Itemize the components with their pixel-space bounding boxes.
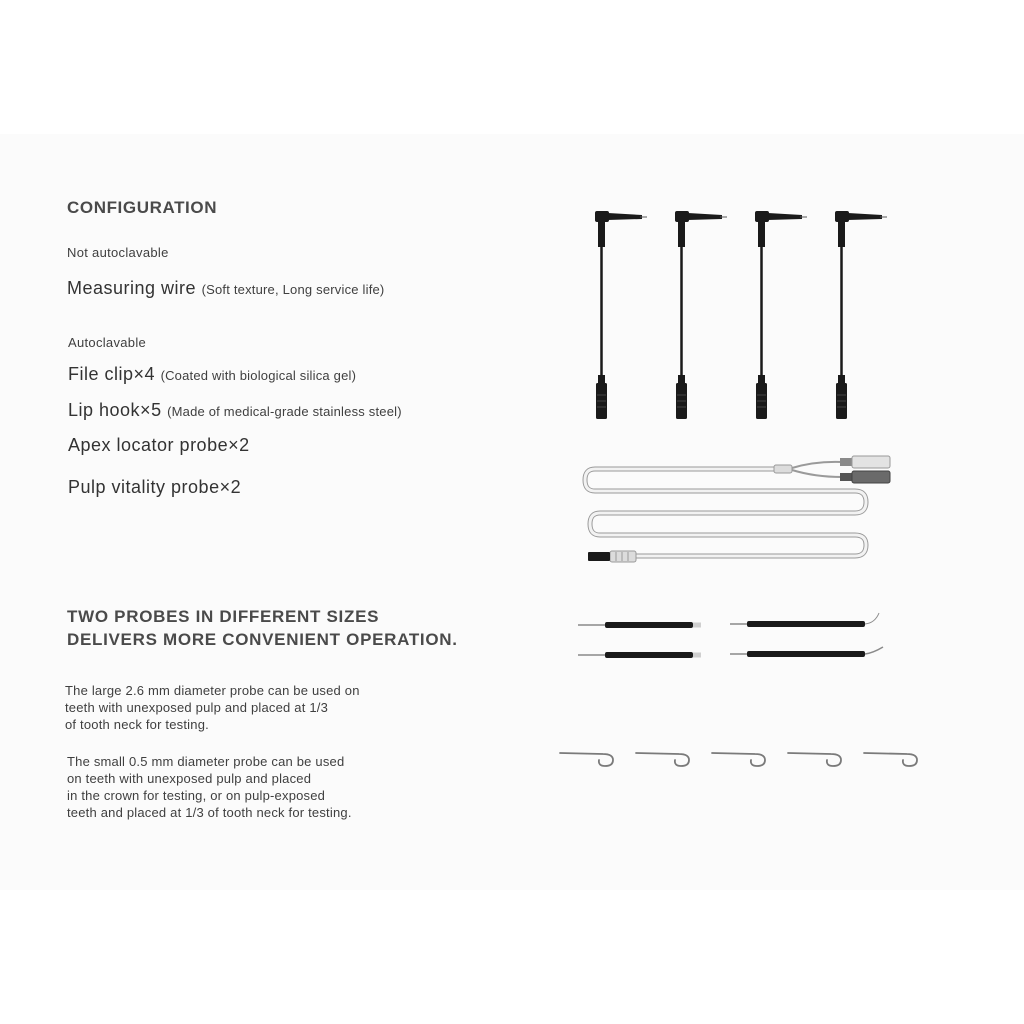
large-probe [578, 622, 701, 628]
lip-hooks-image [557, 745, 927, 775]
large-desc-line: teeth with unexposed pulp and placed at 1/3 [65, 700, 329, 715]
apex-locator-probe-item [68, 435, 250, 456]
large-desc-line: of tooth neck for testing. [65, 717, 209, 732]
pulp-vitality-probe-name: Pulp vitality probe×2 [68, 477, 242, 497]
measuring-wire-item [67, 278, 384, 299]
measuring-wire-name: Measuring wire [67, 278, 197, 298]
file-clip [675, 211, 727, 419]
file-clip [835, 211, 887, 419]
small-desc-line: The small 0.5 mm diameter probe can be used [67, 754, 345, 769]
lip-hook-note: (Made of medical-grade stainless steel) [167, 404, 402, 419]
small-desc-line: teeth and placed at 1/3 of tooth neck for testing. [67, 805, 352, 820]
lip-hook-name: Lip hook×5 [68, 400, 162, 420]
probes-headline [67, 605, 458, 651]
autoclavable-label: Autoclavable [68, 335, 147, 350]
small-desc-line: in the crown for testing, or on pulp-exposed [67, 788, 326, 803]
lip-hook [636, 753, 689, 766]
file-clip-item [68, 364, 356, 385]
small-probe-description [67, 753, 352, 821]
measuring-wire-image [580, 455, 920, 565]
file-clip-note: (Coated with biological silica gel) [160, 368, 357, 383]
large-probe-description [65, 682, 360, 733]
file-clip [755, 211, 807, 419]
small-probe [730, 613, 879, 627]
probes-headline-line2: DELIVERS MORE CONVENIENT OPERATION. [67, 630, 458, 649]
lip-hook [788, 753, 841, 766]
small-probe [730, 647, 883, 657]
apex-locator-probe-name: Apex locator probe×2 [68, 435, 250, 455]
configuration-title: CONFIGURATION [67, 198, 218, 217]
lip-hook-item [68, 400, 402, 421]
probes-image [575, 607, 895, 667]
probes-headline-line1: TWO PROBES IN DIFFERENT SIZES [67, 607, 380, 626]
lip-hook [560, 753, 613, 766]
not-autoclavable-label: Not autoclavable [67, 245, 169, 260]
file-clip [595, 211, 647, 419]
measuring-wire-note: (Soft texture, Long service life) [201, 282, 385, 297]
pulp-vitality-probe-item [68, 477, 241, 498]
file-clip-name: File clip×4 [68, 364, 156, 384]
large-probe [578, 652, 701, 658]
lip-hook [712, 753, 765, 766]
lip-hook [864, 753, 917, 766]
large-desc-line: The large 2.6 mm diameter probe can be used on [65, 683, 360, 698]
file-clips-image [590, 205, 920, 425]
small-desc-line: on teeth with unexposed pulp and placed [67, 771, 312, 786]
